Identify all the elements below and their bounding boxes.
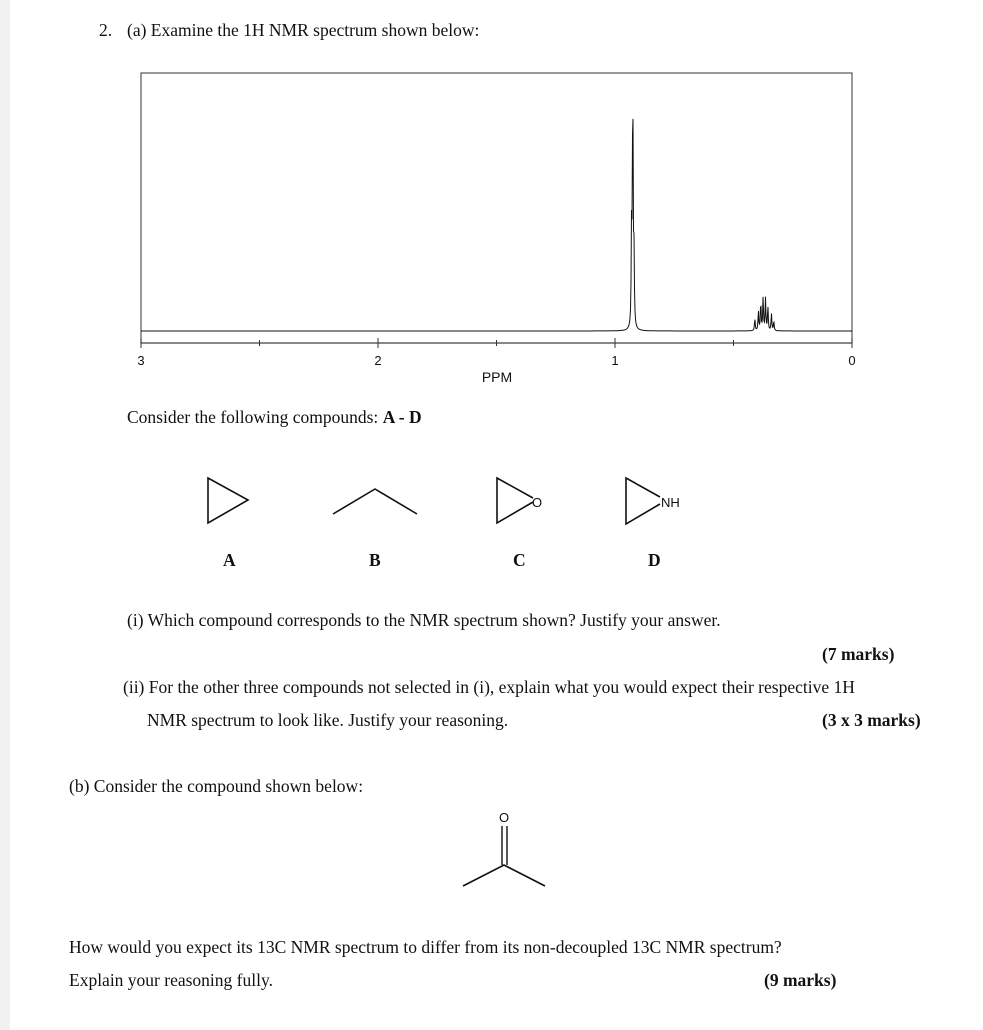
acetone-skeleton bbox=[463, 865, 545, 886]
compound-c-oxygen: O bbox=[532, 495, 543, 510]
compound-d-structure bbox=[626, 478, 660, 524]
part-b-question-line1: How would you expect its 13C NMR spectrum to differ from its non-decoupled 13C NMR spectrum? bbox=[69, 937, 782, 957]
question-number: 2. bbox=[99, 20, 113, 40]
x-tick-label-1: 1 bbox=[611, 353, 619, 368]
compound-b-structure bbox=[333, 489, 417, 514]
part-i-marks: (7 marks) bbox=[822, 644, 895, 664]
compound-label-a: A bbox=[223, 550, 236, 570]
x-tick-label-2: 2 bbox=[374, 353, 382, 368]
compound-a-structure bbox=[208, 478, 248, 523]
compound-label-b: B bbox=[369, 550, 381, 570]
compound-label-c: C bbox=[513, 550, 526, 570]
compounds-range: A - D bbox=[382, 407, 422, 427]
part-ii-question-line2: NMR spectrum to look like. Justify your reasoning. bbox=[147, 710, 509, 730]
compounds-intro-text: Consider the following compounds: bbox=[127, 407, 383, 427]
part-ii-marks: (3 x 3 marks) bbox=[822, 710, 921, 730]
acetone-oxygen: O bbox=[498, 810, 510, 825]
x-tick-label-0: 0 bbox=[848, 353, 856, 368]
compound-c-structure bbox=[497, 478, 533, 523]
part-b-question-line2: Explain your reasoning fully. bbox=[69, 970, 273, 990]
part-b-heading: (b) Consider the compound shown below: bbox=[69, 776, 364, 796]
compound-d-nh: NH bbox=[661, 495, 680, 510]
part-b-marks: (9 marks) bbox=[764, 970, 837, 990]
x-tick-label-3: 3 bbox=[137, 353, 145, 368]
x-axis-label: PPM bbox=[481, 369, 513, 385]
part-ii-question-line1: (ii) For the other three compounds not selected in (i), explain what you would expect their respective 1H bbox=[123, 677, 855, 697]
compound-label-d: D bbox=[648, 550, 661, 570]
part-a-heading: (a) Examine the 1H NMR spectrum shown below: bbox=[127, 20, 480, 40]
part-i-question: (i) Which compound corresponds to the NMR spectrum shown? Justify your answer. bbox=[127, 610, 721, 630]
